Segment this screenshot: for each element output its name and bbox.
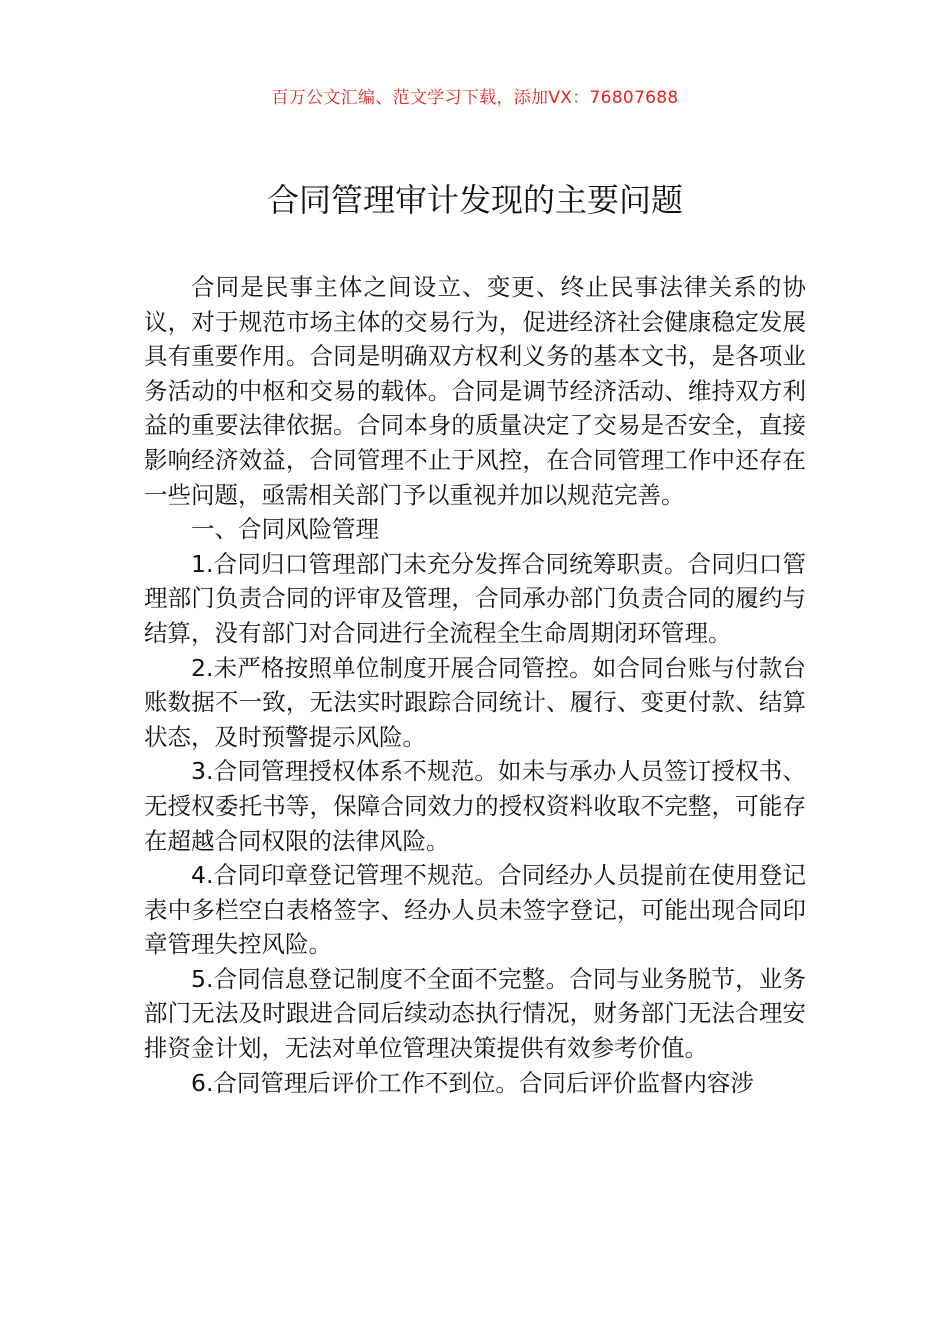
document-title: 合同管理审计发现的主要问题 xyxy=(266,181,683,219)
paragraph-item-1: 1.合同归口管理部门未充分发挥合同统筹职责。合同归口管理部门负责合同的评审及管理，合同承办部门负责合同的履约与结算，没有部门对合同进行全流程全生命周期闭环管理。 xyxy=(144,549,806,647)
header-note: 百万公文汇编、范文学习下载，添加VX：76807688 xyxy=(271,88,679,108)
paragraph-item-4: 4.合同印章登记管理不规范。合同经办人员提前在使用登记表中多栏空白表格签字、经办人员未签字登记，可能出现合同印章管理失控风险。 xyxy=(144,861,806,959)
section-heading-1: 一、合同风险管理 xyxy=(191,515,379,544)
paragraph-item-5: 5.合同信息登记制度不全面不完整。合同与业务脱节，业务部门无法及时跟进合同后续动态执行情况，财务部门无法合理安排资金计划，无法对单位管理决策提供有效参考价值。 xyxy=(144,964,806,1063)
paragraph-item-6: 6.合同管理后评价工作不到位。合同后评价监督内容涉 xyxy=(191,1068,754,1097)
document-body xyxy=(144,270,806,1100)
paragraph-intro: 合同是民事主体之间设立、变更、终止民事法律关系的协议，对于规范市场主体的交易行为，促进经济社会健康稳定发展具有重要作用。合同是明确双方权利义务的基本文书，是各项业务活动的中枢和交易的载体。合同是调节经济活动、维持双方利益的重要法律依据。合同本身的质量决定了交易是否安全，直接影响经济效益，合同管理不止于风控，在合同管理工作中还存在一些问题，亟需相关部门予以重视并加以规范完善。 xyxy=(144,273,806,509)
paragraph-item-2: 2.未严格按照单位制度开展合同管控。如合同台账与付款台账数据不一致，无法实时跟踪合同统计、履行、变更付款、结算状态，及时预警提示风险。 xyxy=(144,653,806,751)
paragraph-item-3: 3.合同管理授权体系不规范。如未与承办人员签订授权书、无授权委托书等，保障合同效力的授权资料收取不完整，可能存在超越合同权限的法律风险。 xyxy=(144,757,806,855)
